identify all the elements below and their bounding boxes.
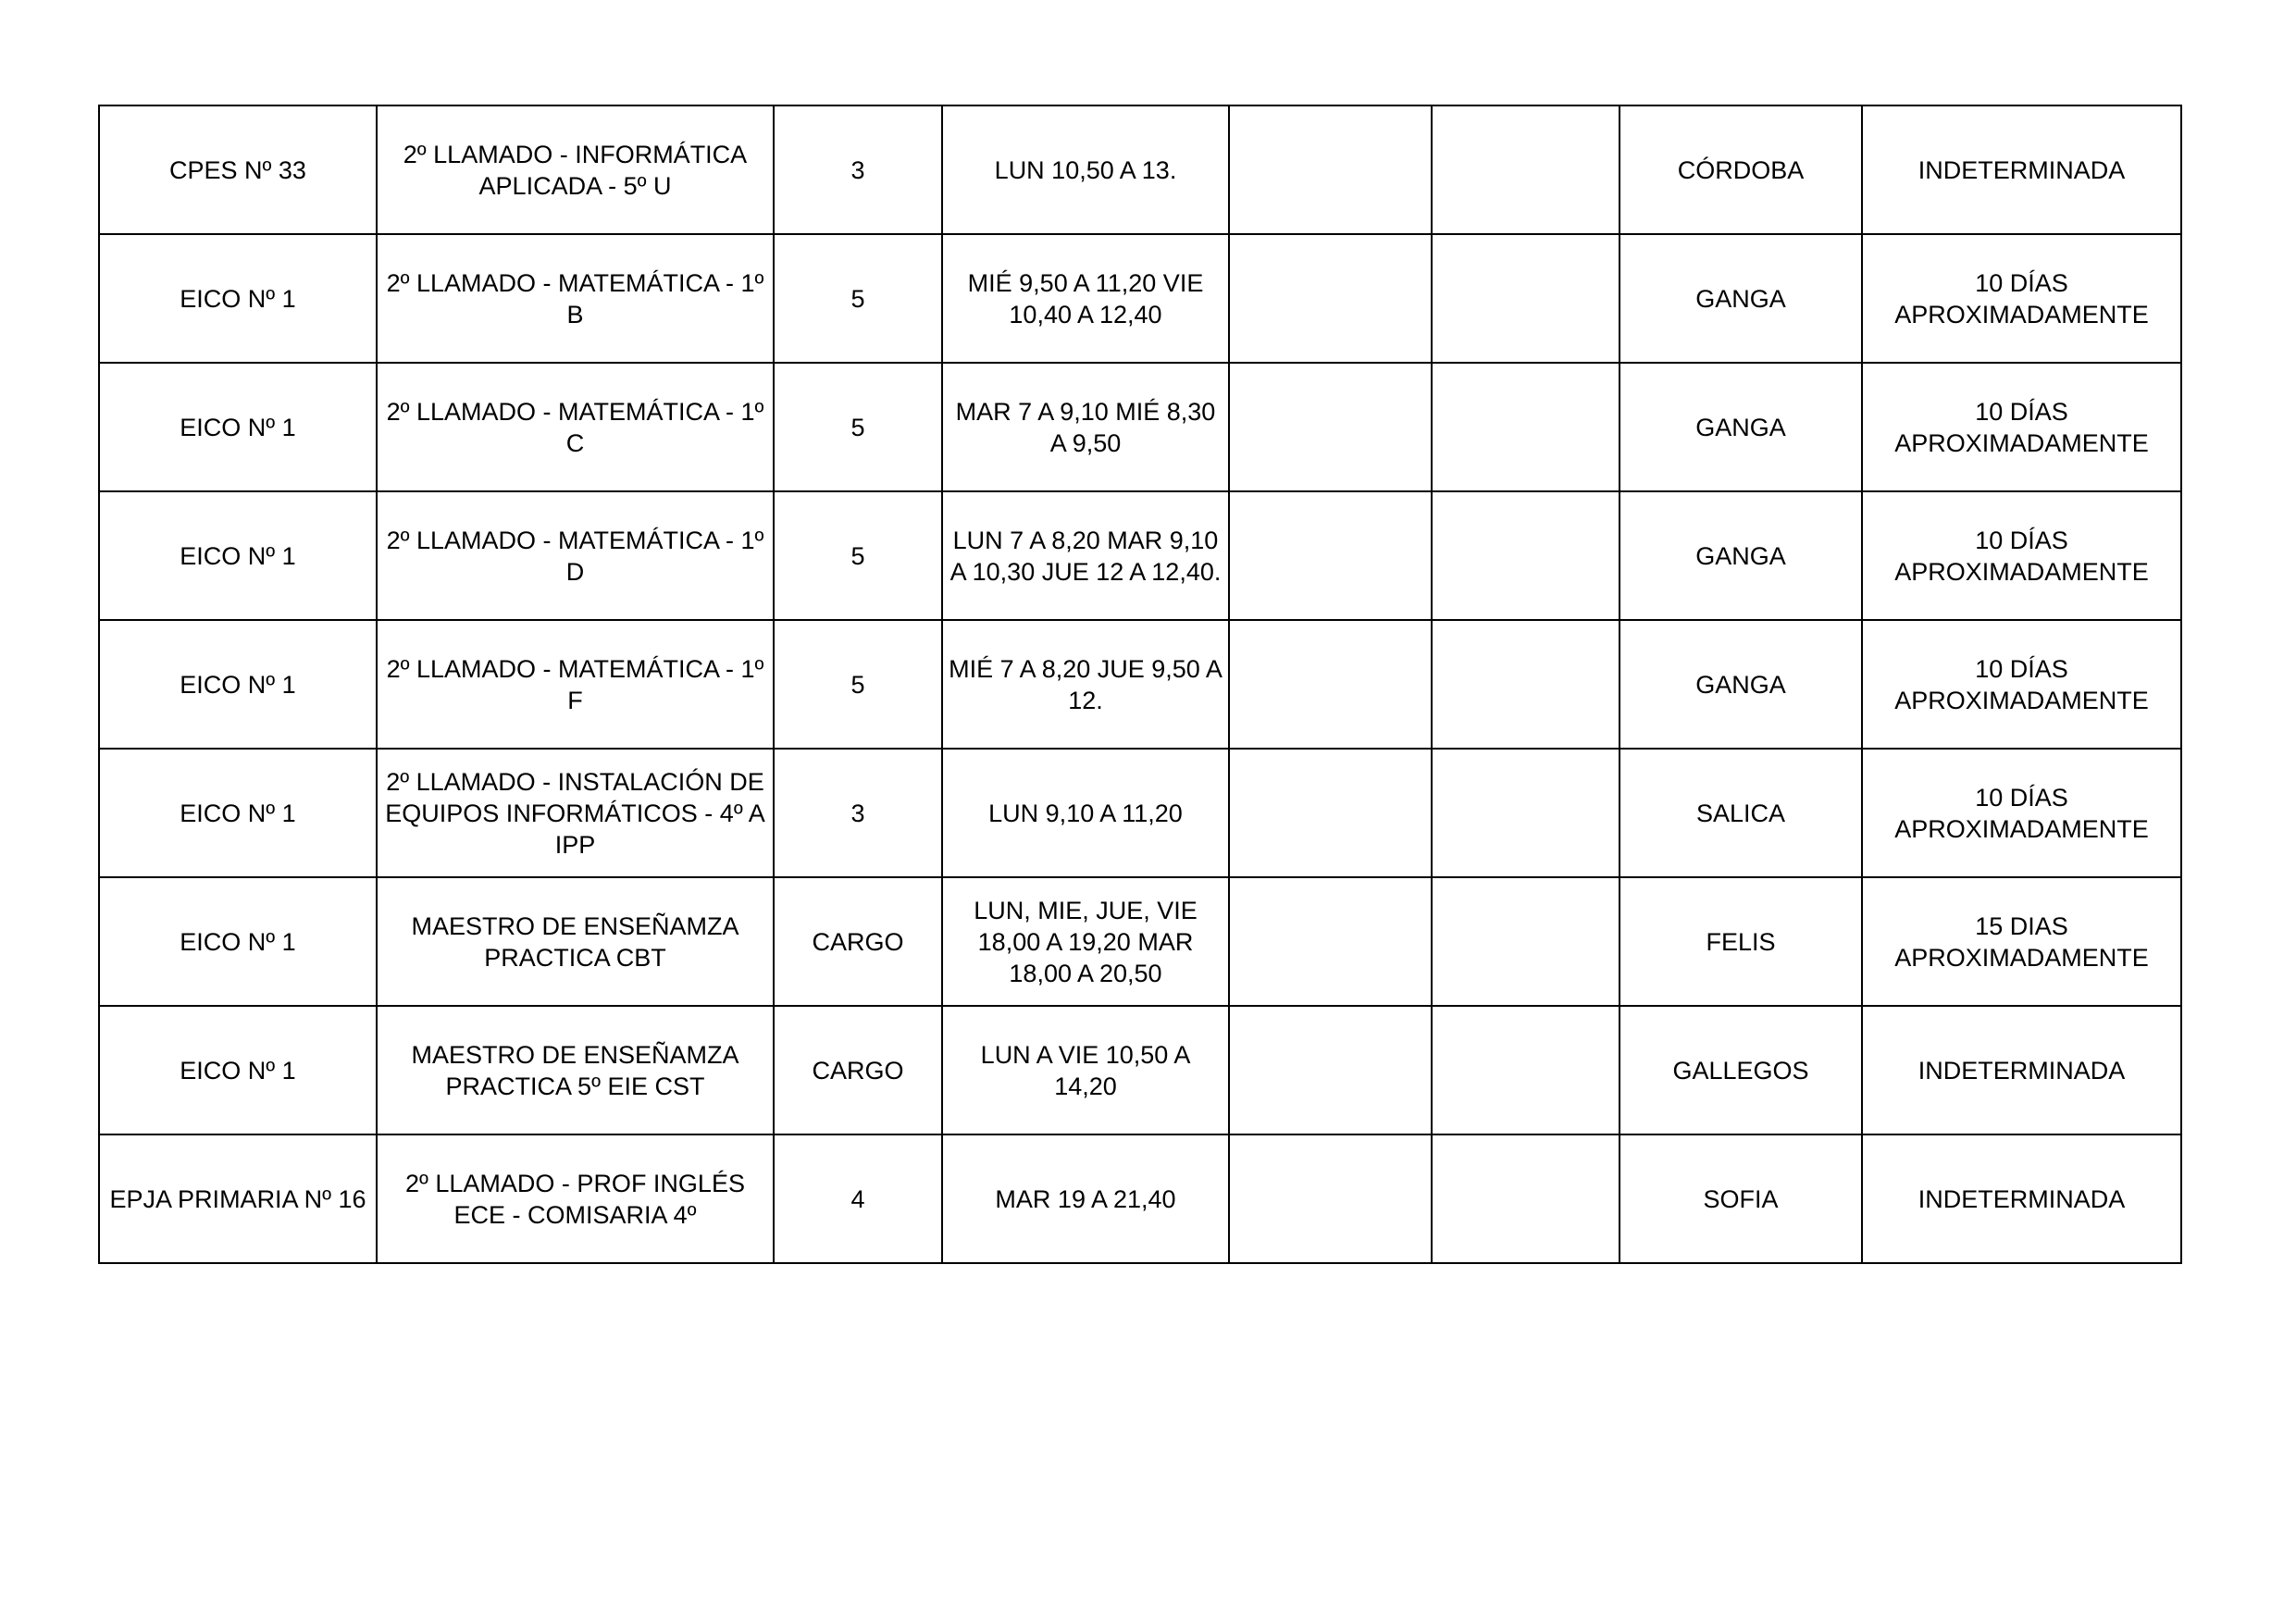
table-row (99, 620, 2181, 749)
name-cell: GANGA (1620, 363, 1862, 491)
school-cell: EPJA PRIMARIA Nº 16 (99, 1134, 377, 1263)
duration-cell: 15 DIAS APROXIMADAMENTE (1862, 877, 2181, 1006)
schedule-cell: LUN 10,50 A 13. (942, 105, 1229, 234)
schedule-cell: LUN A VIE 10,50 A 14,20 (942, 1006, 1229, 1134)
duration-cell: 10 DÍAS APROXIMADAMENTE (1862, 620, 2181, 749)
subject-cell: MAESTRO DE ENSEÑAMZA PRACTICA 5º EIE CST (377, 1006, 774, 1134)
empty-cell (1229, 105, 1432, 234)
subject-cell: 2º LLAMADO - PROF INGLÉS ECE - COMISARIA 4º (377, 1134, 774, 1263)
subject-cell: 2º LLAMADO - INFORMÁTICA APLICADA - 5º U (377, 105, 774, 234)
hours-cell: 5 (774, 491, 942, 620)
subject-cell: 2º LLAMADO - INSTALACIÓN DE EQUIPOS INFORMÁTICOS - 4º A IPP (377, 749, 774, 877)
table-row (99, 491, 2181, 620)
empty-cell (1432, 105, 1620, 234)
table-row (99, 877, 2181, 1006)
hours-cell: 3 (774, 105, 942, 234)
duration-cell: 10 DÍAS APROXIMADAMENTE (1862, 363, 2181, 491)
name-cell: GANGA (1620, 491, 1862, 620)
empty-cell (1432, 620, 1620, 749)
duration-cell: INDETERMINADA (1862, 105, 2181, 234)
name-cell: GANGA (1620, 620, 1862, 749)
name-cell: FELIS (1620, 877, 1862, 1006)
hours-cell: CARGO (774, 877, 942, 1006)
duration-cell: 10 DÍAS APROXIMADAMENTE (1862, 491, 2181, 620)
hours-cell: 4 (774, 1134, 942, 1263)
empty-cell (1432, 1006, 1620, 1134)
school-cell: EICO Nº 1 (99, 491, 377, 620)
school-cell: CPES Nº 33 (99, 105, 377, 234)
duration-cell: 10 DÍAS APROXIMADAMENTE (1862, 234, 2181, 363)
empty-cell (1432, 749, 1620, 877)
table-body (99, 105, 2181, 1263)
schedule-cell: LUN 9,10 A 11,20 (942, 749, 1229, 877)
empty-cell (1432, 1134, 1620, 1263)
empty-cell (1229, 1134, 1432, 1263)
name-cell: GANGA (1620, 234, 1862, 363)
hours-cell: 3 (774, 749, 942, 877)
subject-cell: 2º LLAMADO - MATEMÁTICA - 1º C (377, 363, 774, 491)
empty-cell (1229, 234, 1432, 363)
duration-cell: INDETERMINADA (1862, 1006, 2181, 1134)
empty-cell (1229, 1006, 1432, 1134)
name-cell: SOFIA (1620, 1134, 1862, 1263)
schedule-cell: LUN 7 A 8,20 MAR 9,10 A 10,30 JUE 12 A 12,40. (942, 491, 1229, 620)
name-cell: CÓRDOBA (1620, 105, 1862, 234)
hours-cell: 5 (774, 363, 942, 491)
duration-cell: 10 DÍAS APROXIMADAMENTE (1862, 749, 2181, 877)
school-cell: EICO Nº 1 (99, 234, 377, 363)
empty-cell (1229, 877, 1432, 1006)
empty-cell (1432, 491, 1620, 620)
table-row (99, 1134, 2181, 1263)
schedule-cell: MAR 7 A 9,10 MIÉ 8,30 A 9,50 (942, 363, 1229, 491)
vacancy-table (98, 105, 2182, 1264)
empty-cell (1432, 877, 1620, 1006)
school-cell: EICO Nº 1 (99, 749, 377, 877)
schedule-cell: MIÉ 9,50 A 11,20 VIE 10,40 A 12,40 (942, 234, 1229, 363)
table-row (99, 234, 2181, 363)
subject-cell: 2º LLAMADO - MATEMÁTICA - 1º B (377, 234, 774, 363)
empty-cell (1229, 363, 1432, 491)
duration-cell: INDETERMINADA (1862, 1134, 2181, 1263)
empty-cell (1432, 363, 1620, 491)
schedule-cell: MIÉ 7 A 8,20 JUE 9,50 A 12. (942, 620, 1229, 749)
school-cell: EICO Nº 1 (99, 1006, 377, 1134)
empty-cell (1229, 620, 1432, 749)
hours-cell: 5 (774, 234, 942, 363)
table-row (99, 363, 2181, 491)
subject-cell: 2º LLAMADO - MATEMÁTICA - 1º F (377, 620, 774, 749)
empty-cell (1229, 491, 1432, 620)
name-cell: GALLEGOS (1620, 1006, 1862, 1134)
school-cell: EICO Nº 1 (99, 363, 377, 491)
schedule-cell: LUN, MIE, JUE, VIE 18,00 A 19,20 MAR 18,00 A 20,50 (942, 877, 1229, 1006)
table-row (99, 105, 2181, 234)
school-cell: EICO Nº 1 (99, 620, 377, 749)
empty-cell (1229, 749, 1432, 877)
hours-cell: 5 (774, 620, 942, 749)
subject-cell: MAESTRO DE ENSEÑAMZA PRACTICA CBT (377, 877, 774, 1006)
table-row (99, 1006, 2181, 1134)
schedule-cell: MAR 19 A 21,40 (942, 1134, 1229, 1263)
subject-cell: 2º LLAMADO - MATEMÁTICA - 1º D (377, 491, 774, 620)
table-row (99, 749, 2181, 877)
hours-cell: CARGO (774, 1006, 942, 1134)
empty-cell (1432, 234, 1620, 363)
name-cell: SALICA (1620, 749, 1862, 877)
school-cell: EICO Nº 1 (99, 877, 377, 1006)
